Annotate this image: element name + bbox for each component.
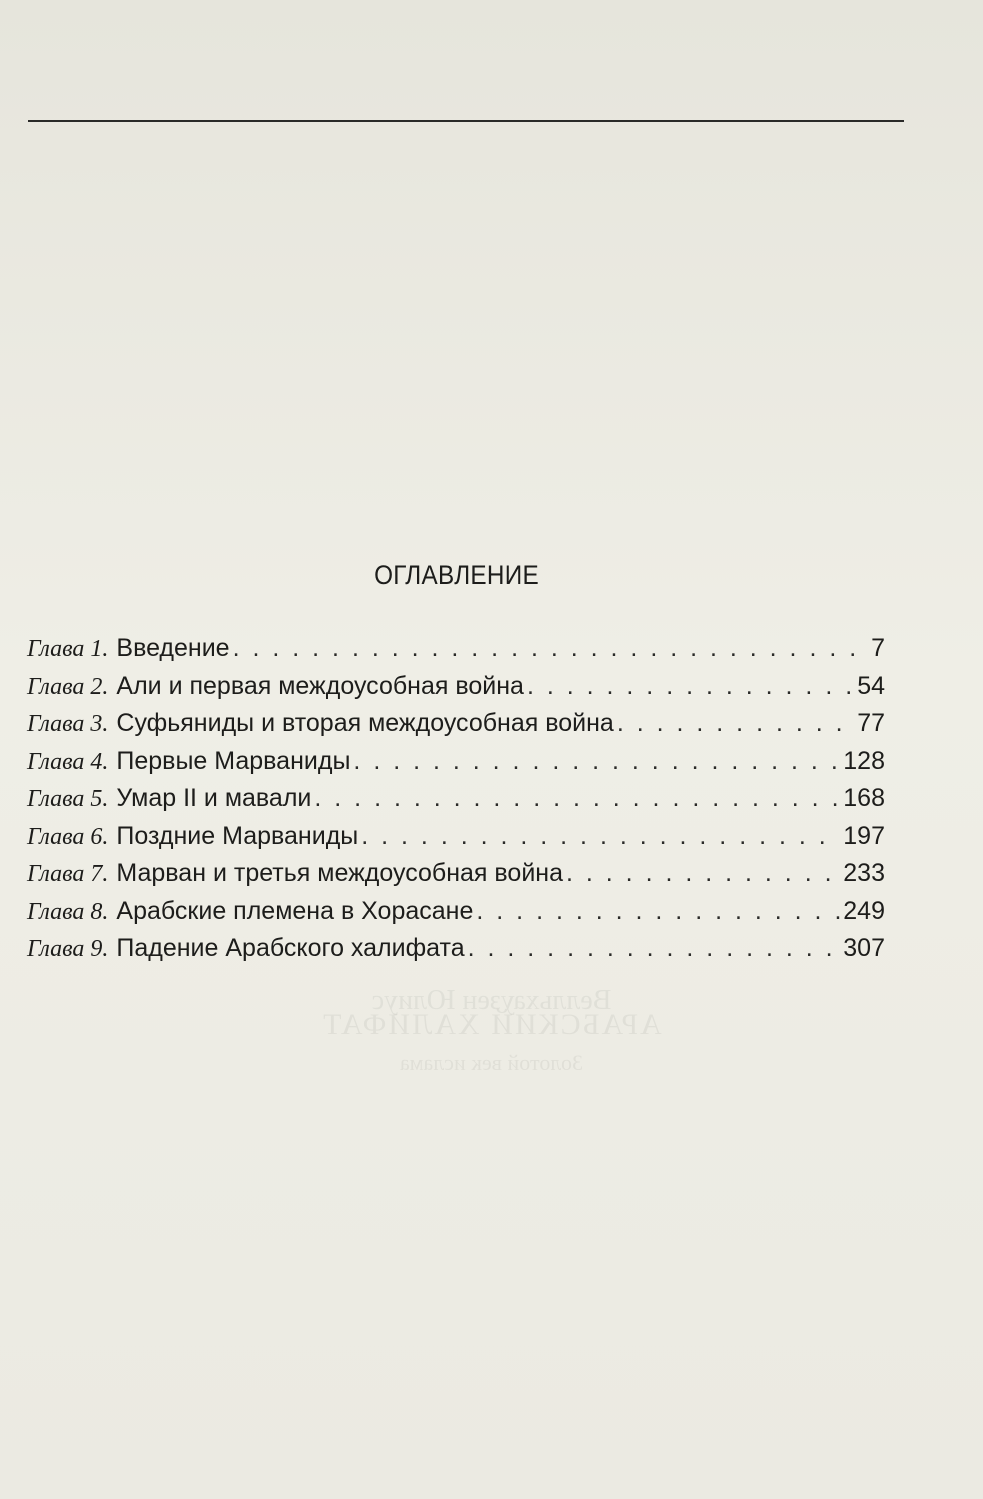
toc-entry: [27, 668, 885, 706]
chapter-title: Падение Арабского халифата: [116, 934, 465, 962]
toc-entry: [27, 855, 885, 893]
show-through-title: АРАБСКИЙ ХАЛИФАТ: [321, 1008, 662, 1041]
page-number: 128: [843, 746, 885, 775]
dot-leader: [617, 705, 854, 743]
chapter-label: Глава 1.: [27, 636, 109, 662]
chapter-title: Первые Марваниды: [116, 746, 351, 775]
chapter-title: Поздние Марваниды: [116, 821, 359, 850]
dot-leader: [476, 893, 840, 931]
dot-leader: [353, 743, 840, 781]
toc-heading: ОГЛАВЛЕНИЕ: [374, 560, 539, 590]
chapter-title: Али и первая междоусобная война: [116, 671, 524, 700]
chapter-title: Арабские племена в Хорасане: [116, 896, 474, 925]
page-number: 77: [857, 709, 885, 737]
chapter-label: Глава 6.: [27, 823, 109, 850]
toc-entry: [27, 780, 885, 818]
toc-entry: [27, 743, 885, 781]
chapter-title: Суфьяниды и вторая междоусобная война: [116, 709, 614, 737]
page-number: 249: [843, 896, 885, 925]
chapter-title: Марван и третья междоусобная война: [116, 859, 563, 887]
toc-entry: [27, 893, 885, 931]
chapter-label: Глава 5.: [27, 786, 109, 812]
chapter-label: Глава 4.: [27, 748, 109, 775]
chapter-title: Введение: [116, 634, 230, 662]
page-number: 197: [843, 821, 885, 850]
chapter-label: Глава 9.: [27, 936, 109, 962]
show-through-author: Велльхаузен Юлиус: [371, 985, 612, 1016]
page-number: 7: [871, 634, 885, 662]
chapter-label: Глава 2.: [27, 673, 109, 700]
dot-leader: [566, 855, 840, 893]
dot-leader: [233, 630, 869, 668]
chapter-title: Умар II и мавали: [116, 784, 312, 812]
page-number: 168: [843, 784, 885, 812]
chapter-label: Глава 7.: [27, 861, 109, 887]
page-number: 307: [843, 934, 885, 962]
top-rule: [28, 120, 904, 122]
dot-leader: [468, 930, 841, 968]
dot-leader: [361, 818, 840, 856]
page-number: 54: [857, 671, 885, 700]
show-through-subtitle: Золотой век ислама: [399, 1050, 584, 1075]
chapter-label: Глава 3.: [27, 711, 109, 737]
toc-entry: [27, 818, 885, 856]
chapter-label: Глава 8.: [27, 898, 109, 925]
table-of-contents: [27, 630, 885, 968]
toc-entry: [27, 930, 885, 968]
dot-leader: [314, 780, 840, 818]
toc-entry: [27, 630, 885, 668]
page-number: 233: [843, 859, 885, 887]
dot-leader: [527, 668, 854, 706]
toc-entry: [27, 705, 885, 743]
